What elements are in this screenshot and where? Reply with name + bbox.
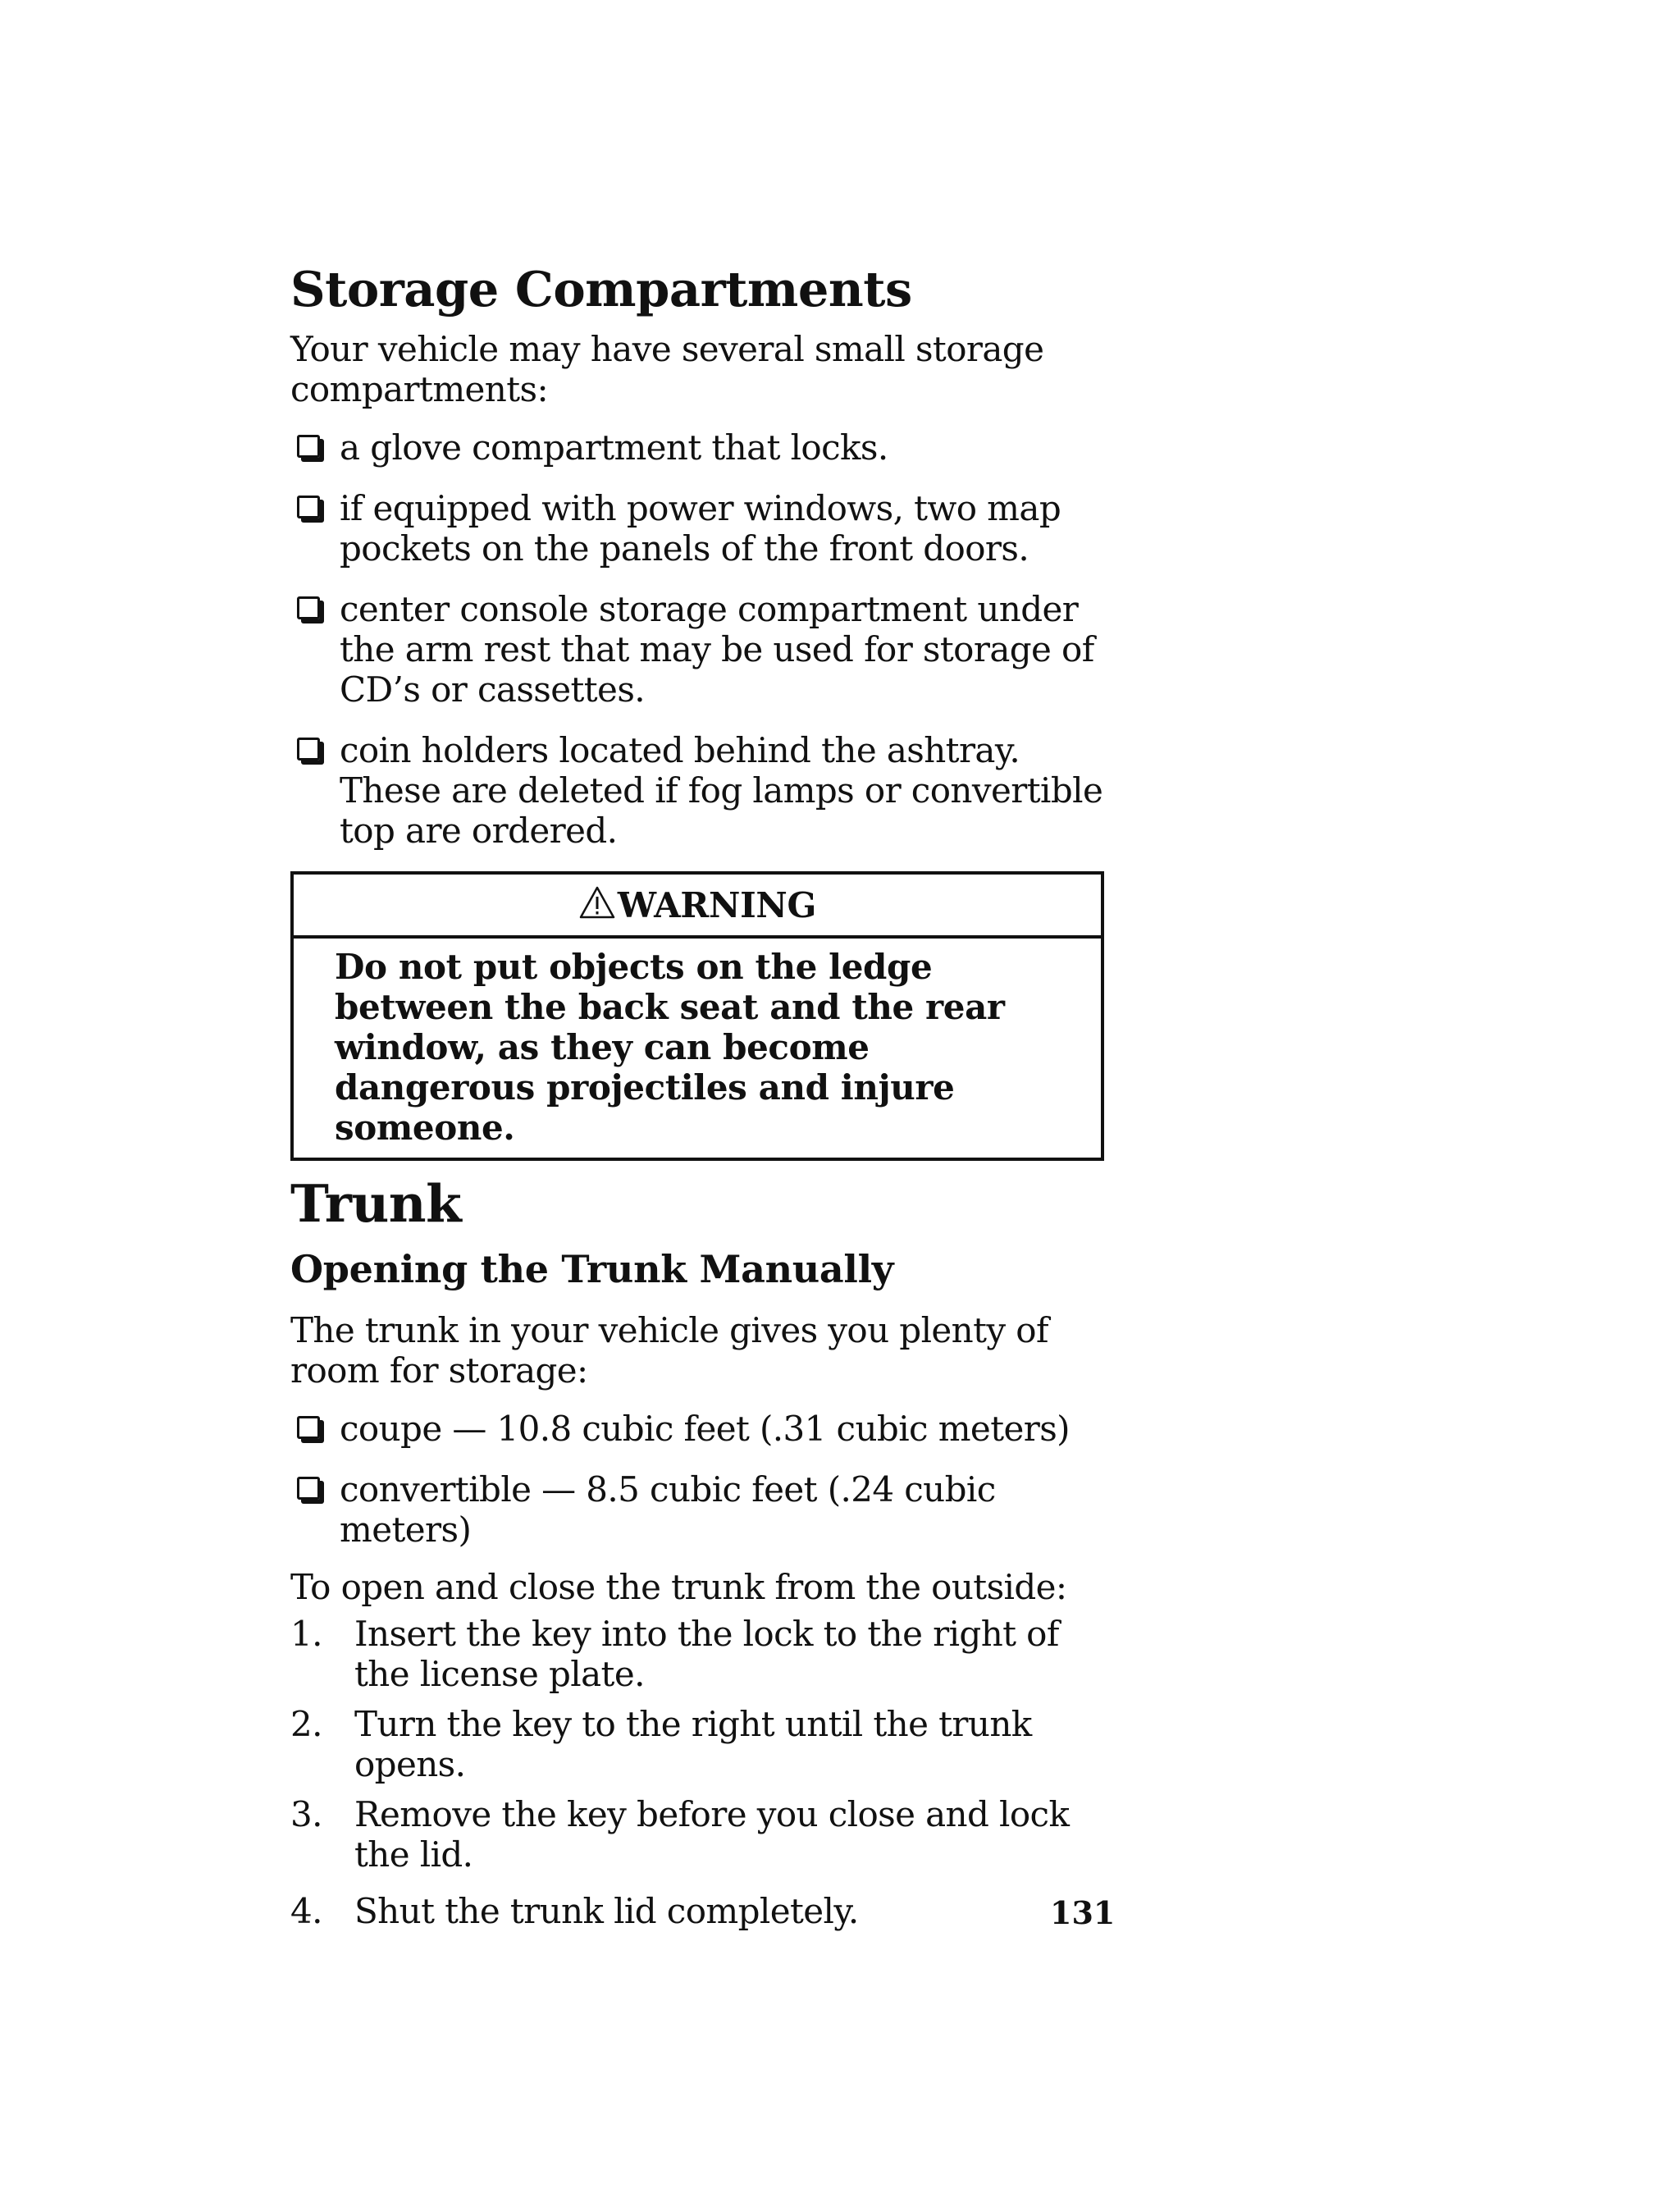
step-text: Insert the key into the lock to the right of the license plate. [354,1614,1059,1694]
step-text: Turn the key to the right until the trunk opens. [354,1704,1032,1784]
list-item [290,1794,1104,1875]
warning-label: WARNING [617,884,817,925]
bullet-text: coin holders located behind the ashtray. These are deleted if fog lamps or convertible top are ordered. [340,730,1103,851]
list-item [290,589,1104,710]
bullet-text: convertible — 8.5 cubic feet (.24 cubic meters) [340,1469,996,1550]
bullet-text: center console storage compartment under the arm rest that may be used for storage of CD’s or cassettes. [340,589,1094,710]
storage-compartments-heading: Storage Compartments [290,261,912,317]
step-number: 2. [290,1704,322,1744]
warning-box [290,871,1104,1161]
list-item [290,1704,1104,1784]
list-item [290,1409,1104,1449]
trunk-steps-list [290,1614,1116,1931]
checkbox-bullet-icon [297,738,320,760]
trunk-heading: Trunk [290,1173,462,1234]
warning-triangle-icon [578,885,616,920]
step-number: 4. [290,1891,322,1931]
trunk-intro-paragraph: The trunk in your vehicle gives you plenty of room for storage: [290,1310,1048,1391]
checkbox-bullet-icon [297,1416,320,1439]
list-item [290,488,1104,569]
list-item [290,730,1104,851]
step-text: Remove the key before you close and lock the lid. [354,1794,1070,1875]
trunk-capacity-list [290,1409,1104,1550]
storage-intro-paragraph: Your vehicle may have several small storage compartments: [290,329,1044,409]
checkbox-bullet-icon [297,435,320,458]
outside-instructions-intro: To open and close the trunk from the outside: [290,1567,1067,1607]
storage-bullet-list [290,427,1104,851]
bullet-text: if equipped with power windows, two map pockets on the panels of the front doors. [340,488,1061,569]
opening-trunk-subheading: Opening the Trunk Manually [290,1247,894,1291]
list-item [290,1891,1116,1931]
page-number: 131 [1050,1894,1116,1931]
checkbox-bullet-icon [297,596,320,619]
manual-page-content [290,258,1116,1941]
step-number: 1. [290,1614,322,1654]
warning-text: Do not put objects on the ledge between the back seat and the rear window, as they can become dangerous projectiles and injure someone. [335,947,1005,1148]
list-item [290,1614,1104,1694]
bullet-text: coupe — 10.8 cubic feet (.31 cubic meters) [340,1409,1070,1449]
list-item [290,427,1104,468]
list-item [290,1469,1104,1550]
checkbox-bullet-icon [297,1477,320,1500]
bullet-text: a glove compartment that locks. [340,427,888,468]
step-number: 3. [290,1794,322,1834]
checkbox-bullet-icon [297,496,320,518]
step-text: Shut the trunk lid completely. [354,1891,859,1931]
warning-header [294,875,1101,939]
